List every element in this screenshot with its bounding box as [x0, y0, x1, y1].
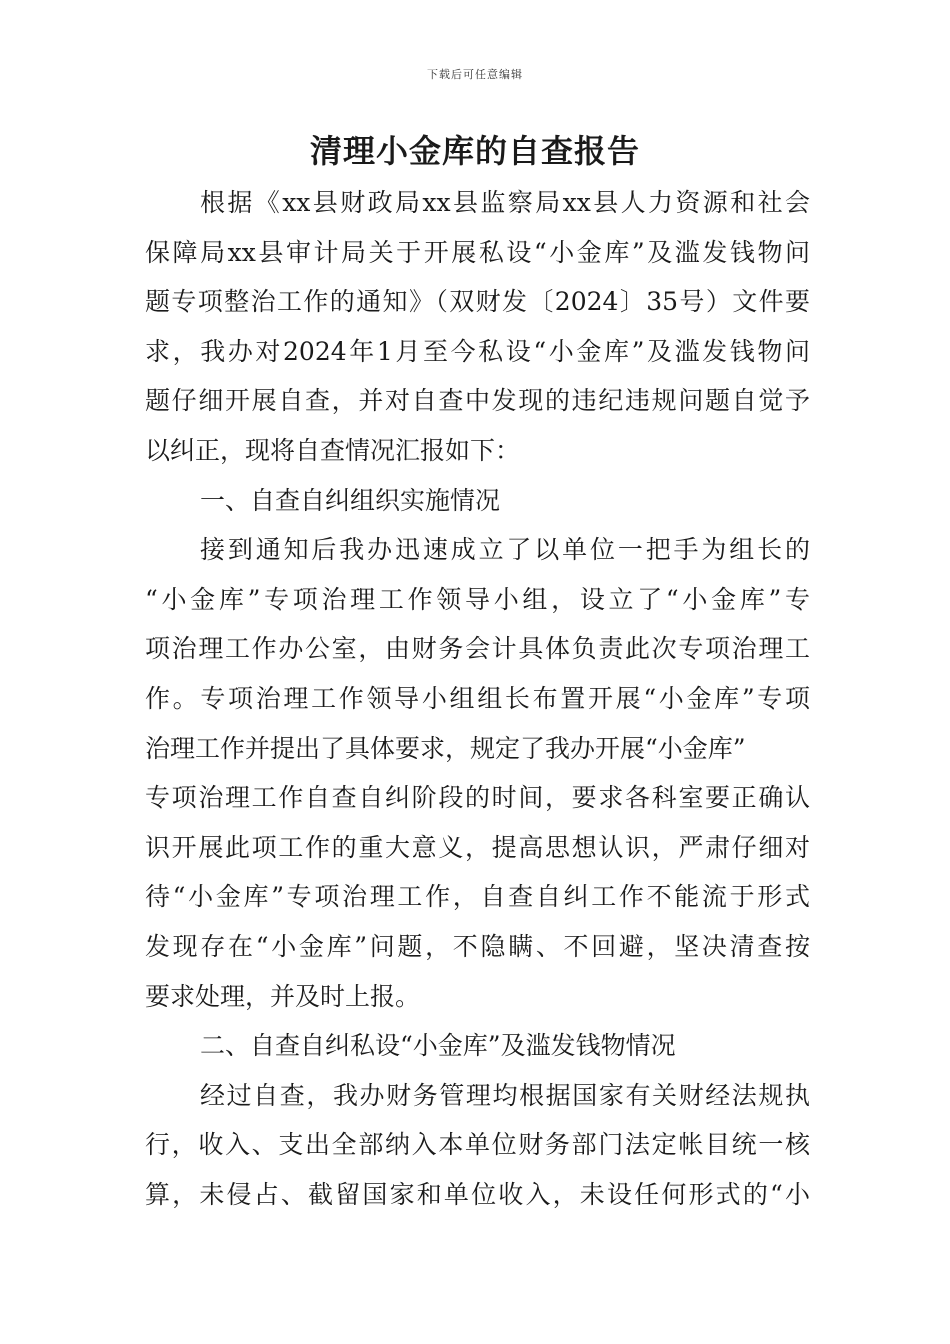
paragraph-line: 保障局xx县审计局关于开展私设“小金库”及滥发钱物问 — [145, 237, 810, 267]
section-heading: 二、自查自纠私设“小金库”及滥发钱物情况 — [200, 1031, 676, 1061]
paragraph-line: “小金库”专项治理工作领导小组，设立了“小金库”专 — [145, 584, 810, 614]
paragraph-line: 求，我办对2024年1月至今私设“小金库”及滥发钱物问 — [145, 336, 810, 366]
paragraph-line: 根据《xx县财政局xx县监察局xx县人力资源和社会 — [200, 188, 810, 217]
header-note: 下载后可任意编辑 — [427, 68, 523, 81]
paragraph-line: 题专项整治工作的通知》（双财发〔2024〕35号）文件要 — [145, 287, 810, 317]
paragraph-line: 发现存在“小金库”问题，不隐瞒、不回避，坚决清查按 — [145, 931, 810, 961]
paragraph-line: 行，收入、支出全部纳入本单位财务部门法定帐目统一核 — [145, 1130, 810, 1160]
paragraph-line: 待“小金库”专项治理工作，自查自纠工作不能流于形式 — [145, 882, 810, 912]
paragraph-line: 治理工作并提出了具体要求，规定了我办开展“小金库” — [145, 733, 746, 763]
paragraph-line: 接到通知后我办迅速成立了以单位一把手为组长的 — [200, 535, 810, 565]
paragraph-line: 以纠正，现将自查情况汇报如下： — [145, 435, 521, 465]
paragraph-line: 经过自查，我办财务管理均根据国家有关财经法规执 — [200, 1080, 810, 1110]
document-title: 清理小金库的自查报告 — [309, 132, 640, 170]
paragraph-line: 要求处理，并及时上报。 — [145, 981, 421, 1011]
paragraph-line: 专项治理工作自查自纠阶段的时间，要求各科室要正确认 — [145, 783, 810, 813]
paragraph-line: 作。专项治理工作领导小组组长布置开展“小金库”专项 — [145, 683, 810, 713]
section-heading: 一、自查自纠组织实施情况 — [200, 485, 501, 515]
paragraph-line: 项治理工作办公室，由财务会计具体负责此次专项治理工 — [145, 634, 810, 664]
paragraph-line: 算，未侵占、截留国家和单位收入，未设任何形式的“小 — [145, 1179, 810, 1209]
paragraph-line: 题仔细开展自查，并对自查中发现的违纪违规问题自觉予 — [145, 386, 810, 416]
paragraph-line: 识开展此项工作的重大意义，提高思想认识，严肃仔细对 — [145, 832, 810, 862]
document-body — [145, 178, 810, 1219]
